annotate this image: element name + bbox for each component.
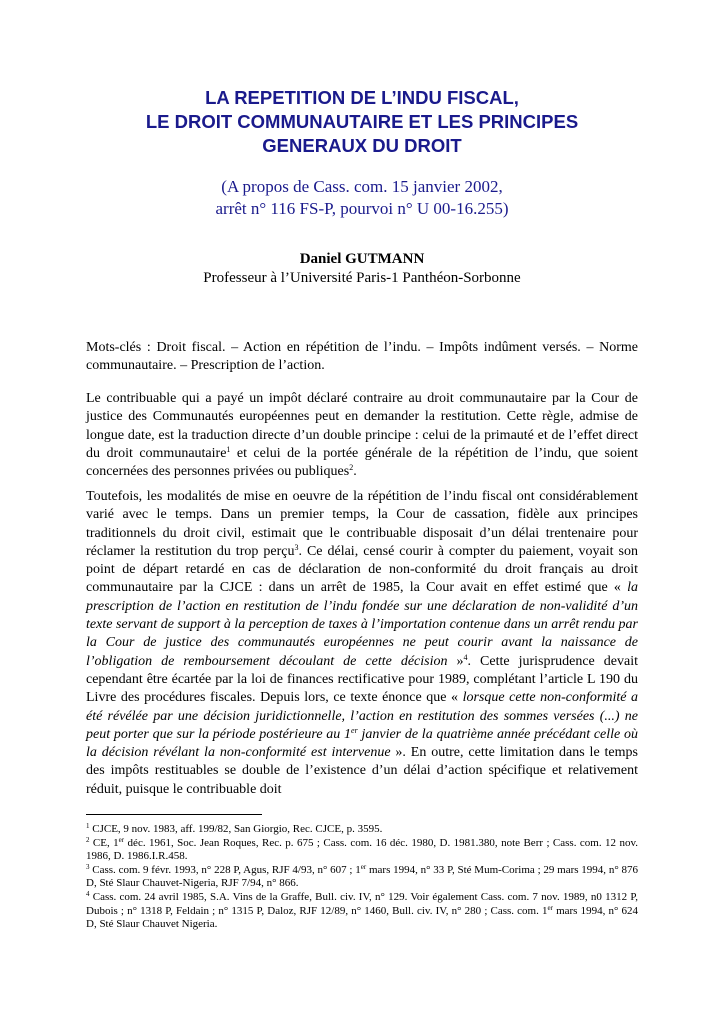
- author-affiliation: Professeur à l’Université Paris-1 Panthéon-Sorbonne: [203, 270, 521, 286]
- p2-text-e: ». En outre, cette limitation dans le temps des impôts restituables se double de l’existence d’un délai d’action spécifique et relativement réduit, puisque le contribuable doit: [86, 745, 638, 797]
- body-paragraph-1: [86, 390, 638, 481]
- quote-sup-er: er: [351, 725, 358, 735]
- footnote-ref-4[interactable]: 4: [463, 652, 468, 662]
- keywords-paragraph: Mots-clés : Droit fiscal. – Action en répétition de l’indu. – Impôts indûment versés. – Norme communautaire. – Prescription de l’action.: [86, 340, 638, 374]
- subtitle-line-2: arrêt n° 116 FS-P, pourvoi n° U 00-16.255): [215, 199, 509, 218]
- footnote-ref-1[interactable]: 1: [226, 444, 231, 454]
- footnote-2: $^2$ CE, 1er déc. 1961, Soc. Jean Roques, Rec. p. 675 ; Cass. com. 16 déc. 1980, D. 1981.380, note Berr ; Cass. com. 12 nov. 1986, D. 1986.I.R.458.: [86, 835, 638, 863]
- document-title: [86, 86, 638, 158]
- footnote-number-4: 4: [86, 889, 90, 898]
- p2-text-d: . Cette jurisprudence devait cependant être écartée par la loi de finances rectificative pour 1989, complétant l’article L 190 du Livre des procédures fiscales. Depuis lors, ce texte énonce que «: [86, 653, 638, 706]
- title-line-3: GENERAUX DU DROIT: [262, 135, 462, 156]
- p2-text-a: Toutefois, les modalités de mise en oeuvre de la répétition de l’indu fiscal ont considérablement varié avec le temps. Dans un premier temps, la Cour de cassation, fidèle aux principes traditionnels du droit civil, estimait que le contribuable disposait d’un délai trentenaire pour réclamer la restitution du trop perçu: [86, 489, 638, 559]
- body-paragraph-2: [86, 488, 638, 799]
- footnote-number-2: 2: [86, 835, 90, 844]
- document-subtitle: [86, 176, 638, 220]
- p2-text-c: »: [447, 653, 464, 669]
- p1-text-b: et celui de la portée générale de la répétition de l’indu, que soient concernées des personnes privées ou publiques: [86, 445, 638, 480]
- footnote-number-3: 3: [86, 862, 90, 871]
- footnote-3: $^3$ Cass. com. 9 févr. 1993, n° 228 P, Agus, RJF 4/93, n° 607 ; 1er mars 1994, n° 33 P, Sté Mum-Corima ; 29 mars 1994, n° 876 D, Sté Slaur Chauvet-Nigeria, RJF 7/94, n° 866.: [86, 862, 638, 890]
- p1-text-a: Le contribuable qui a payé un impôt déclaré contraire au droit communautaire par la Cour de justice des Communautés européennes peut en demander la restitution. Cette règle, admise de longue date, est la traduction directe d’un double principe : celui de la primauté et de l’effet direct du droit communautaire: [86, 391, 638, 461]
- quote-lpf-l190: lorsque cette non-conformité a été révélée par une décision juridictionnelle, l’action en restitution des sommes versées (...) ne peut porter que sur la période postérieure au 1er janvier de la quatrième année précédant celle où la décision révélant la non-conformité est intervenue: [86, 690, 638, 761]
- quote-cjce-1985: la prescription de l’action en restitution de l’indu fondée sur une déclaration de non-validité d’un texte servant de support à la perception de taxes à l’importation contenue dans un arrêt rendu par la Cour de justice des communautés européennes ne peut courir avant la naissance de l’obligation de remboursement découlant de cette décision: [86, 580, 638, 669]
- p1-text-c: .: [353, 464, 357, 480]
- footnote-number-1: 1: [86, 822, 90, 830]
- title-line-2: LE DROIT COMMUNAUTAIRE ET LES PRINCIPES: [145, 111, 579, 132]
- subtitle-line-1: (A propos de Cass. com. 15 janvier 2002,: [221, 177, 503, 196]
- footnote-separator: [86, 814, 262, 815]
- footnote-1: $^1$ CJCE, 9 nov. 1983, aff. 199/82, San Giorgio, Rec. CJCE, p. 3595.: [86, 822, 383, 835]
- footnote-ref-3[interactable]: 3: [294, 542, 299, 552]
- footnotes: [86, 823, 638, 932]
- author-name: Daniel GUTMANN: [299, 251, 425, 267]
- title-line-1: LA REPETITION DE L’INDU FISCAL,: [205, 87, 519, 108]
- footnote-ref-2[interactable]: 2: [349, 463, 354, 473]
- p2-text-b: . Ce délai, censé courir à compter du paiement, voyait son point de départ retardé en cas de déclaration de non-conformité du droit français au droit communautaire par la CJCE : dans un arrêt de 1985, la Cour avait en effet estimé que «: [86, 543, 638, 596]
- footnote-4: $^4$ Cass. com. 24 avril 1985, S.A. Vins de la Graffe, Bull. civ. IV, n° 129. Voir également Cass. com. 7 nov. 1989, n0 1312 P, Dubois ; n° 1318 P, Feldain ; n° 1315 P, Daloz, RJF 12/89, n° 1460, Bull. civ. IV, n° 280 ; Cass. com. 1er mars 1994, n° 624 D, Sté Slaur Chauvet Nigeria.: [86, 889, 638, 931]
